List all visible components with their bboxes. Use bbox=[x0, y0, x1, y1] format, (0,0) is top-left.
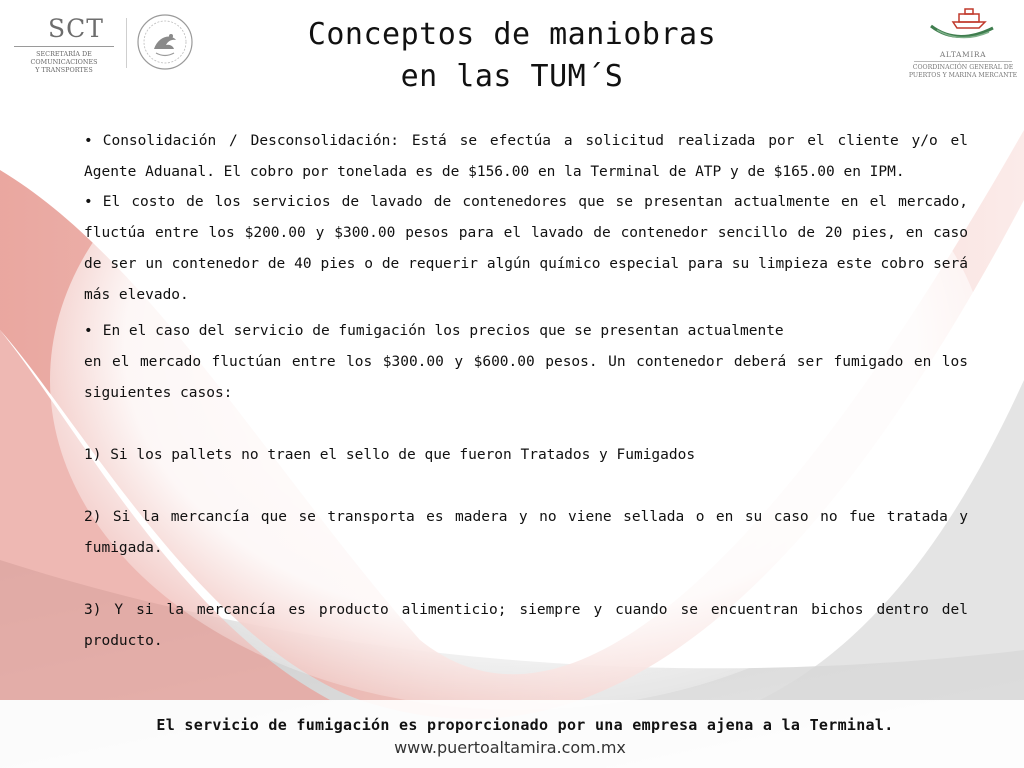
page-title-line-1: Conceptos de maniobras bbox=[307, 17, 717, 52]
sct-logo-line-3: Y TRANSPORTES bbox=[35, 66, 93, 74]
footer-note: El servicio de fumigación es proporcionado por una empresa ajena a la Terminal. bbox=[156, 716, 894, 734]
sct-logo-line-1: SECRETARÍA DE bbox=[36, 50, 92, 58]
case-item-1: 1) Si los pallets no traen el sello de que fueron Tratados y Fumigados bbox=[84, 447, 696, 463]
case-item-2: 2) Si la mercancía que se transporta es madera y no viene sellada o en su caso no fue tratada y fumigada. bbox=[84, 509, 968, 556]
sct-logo-mark: SCT bbox=[48, 14, 104, 43]
page-title-line-2: en las TUM´S bbox=[400, 59, 624, 94]
sct-logo bbox=[14, 14, 124, 72]
spacer bbox=[84, 409, 968, 440]
bullet-text-fumigacion-rest: en el mercado fluctúan entre los $300.00 y $600.00 pesos. Un contenedor deberá ser fumigado en los siguientes casos: bbox=[84, 354, 968, 401]
altamira-logo-rule bbox=[914, 61, 1012, 62]
bullet-text-consolidacion: Consolidación / Desconsolidación: Está se efectúa a solicitud realizada por el cliente y/o el Agente Aduanal. El cobro por tonelada es de $156.00 en la Terminal de ATP y de $165.00 en IPM. bbox=[84, 133, 968, 180]
ship-icon bbox=[927, 6, 999, 46]
content-body bbox=[84, 126, 968, 657]
bullet-item-fumigacion bbox=[84, 316, 968, 347]
bullet-symbol: • bbox=[84, 323, 93, 339]
bullet-item-lavado bbox=[84, 187, 968, 311]
bullet-text-lavado: El costo de los servicios de lavado de contenedores que se presentan actualmente en el mercado, fluctúa entre los $200.00 y $300.00 pesos para el lavado de contenedor sencillo de 20 pies, en caso de ser un contenedor de 40 pies o de requerir algún químico especial para su limpieza este cobro será más elevado. bbox=[84, 194, 968, 303]
logo-divider bbox=[126, 18, 127, 68]
footer-url-link[interactable]: www.puertoaltamira.com.mx bbox=[394, 738, 626, 757]
bullet-item-consolidacion bbox=[84, 126, 968, 188]
bullet-symbol: • bbox=[84, 194, 93, 210]
sct-logo-rule bbox=[14, 46, 114, 47]
altamira-logo-name: ALTAMIRA bbox=[939, 50, 987, 59]
altamira-logo-line-1: COORDINACIÓN GENERAL DE bbox=[912, 64, 1014, 71]
case-item-3: 3) Y si la mercancía es producto alimenticio; siempre y cuando se encuentran bichos dentro del producto. bbox=[84, 602, 968, 649]
bullet-symbol: • bbox=[84, 133, 93, 149]
bullet-text-fumigacion-line1: En el caso del servicio de fumigación los precios que se presentan actualmente bbox=[102, 323, 784, 339]
sct-logo-line-2: COMUNICACIONES bbox=[30, 58, 98, 66]
spacer bbox=[84, 471, 968, 502]
altamira-logo-line-2: PUERTOS Y MARINA MERCANTE bbox=[908, 72, 1018, 79]
altamira-logo bbox=[908, 6, 1018, 80]
page-title bbox=[180, 14, 844, 98]
spacer bbox=[84, 564, 968, 595]
